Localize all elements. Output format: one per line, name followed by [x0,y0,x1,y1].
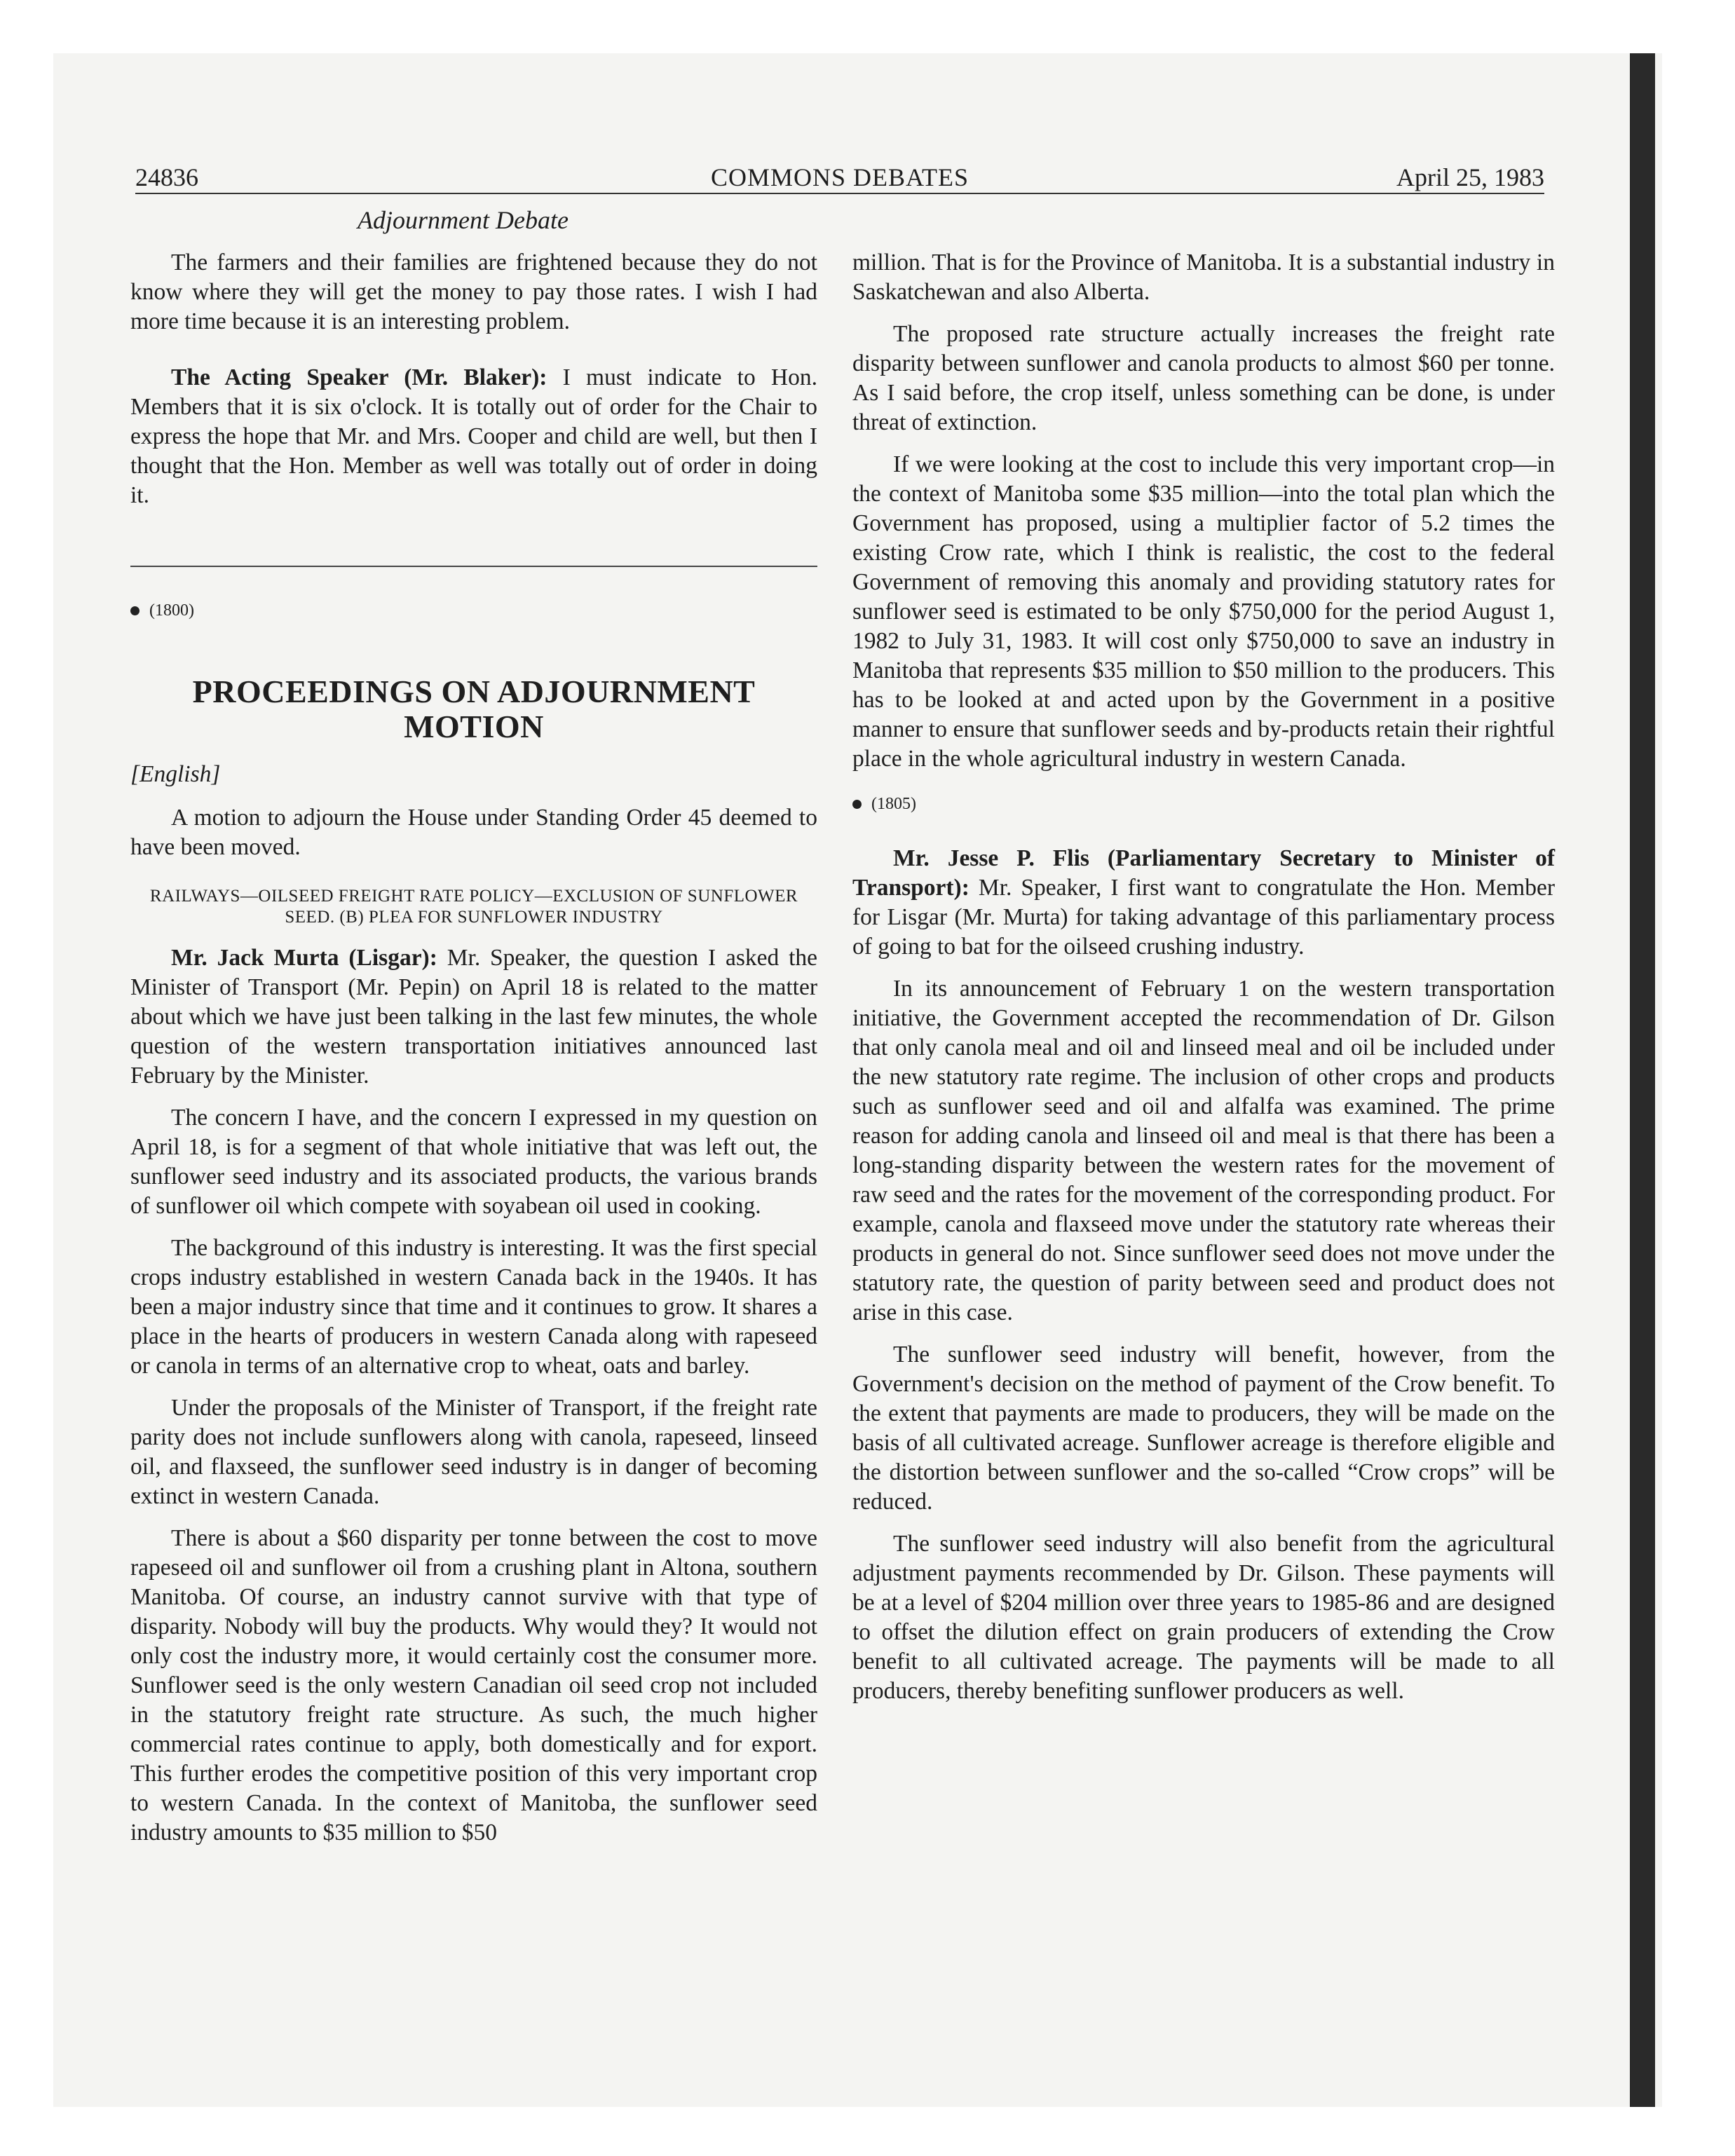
left-column-top [130,248,817,523]
time-marker: (1805) [852,789,1555,819]
language-marker: [English] [130,761,221,787]
paragraph: In its announcement of February 1 on the western transportation initiative, the Government accepted the recommendation of Dr. Gilson that only canola meal and oil and linseed meal and oil be included under the new statutory rate regime. The inclusion of other crops and products such as sunflower seed and oil and alfalfa was examined. The prime reason for adding canola and linseed oil and meal is that there has been a long-standing disparity between the western rates for the movement of raw seed and the rates for the movement of the corresponding product. For example, canola and flaxseed move under the statutory rate whereas their products in general do not. Since sunflower seed does not move under the statutory rate, the question of parity between seed and product does not arise in this case. [852,976,1555,1325]
paragraph: A motion to adjourn the House under Standing Order 45 deemed to have been moved. [130,805,817,860]
scan-edge-bar [1630,53,1655,2107]
paragraph: Mr. Jack Murta (Lisgar): Mr. Speaker, the question I asked the Minister of Transport (Mr. Pepin) on April 18 is related to the matter about which we have just been talking in the last few minutes, the whole question of the western transportation initiatives announced last February by the Minister. [130,945,817,1089]
page-date: April 25, 1983 [1396,163,1544,191]
paragraph: million. That is for the Province of Manitoba. It is a substantial industry in Saskatchewan and also Alberta. [852,250,1555,305]
paragraph: The Acting Speaker (Mr. Blaker): I must indicate to Hon. Members that it is six o'clock. It is totally out of order for the Chair to express the hope that Mr. and Mrs. Cooper and child are well, but then I thought that the Hon. Member as well was totally out of order in doing it. [130,364,817,508]
paragraph: The sunflower seed industry will also benefit from the agricultural adjustment payments recommended by Dr. Gilson. These payments will be at a level of $204 million over three years to 1985-86 and are designed to offset the dilution effect on grain producers of extending the Crow benefit to all cultivated acreage. The payments will be made to all producers, thereby benefiting sunflower producers as well. [852,1531,1555,1704]
paragraph: The concern I have, and the concern I expressed in my question on April 18, is for a segment of that whole initiative that was left out, the sunflower seed industry and its associated products, the various brands of sunflower oil which compete with soyabean oil used in cooking. [130,1105,817,1219]
section-divider [130,566,817,567]
paragraph: The background of this industry is interesting. It was the first special crops industry established in western Canada back in the 1940s. It has been a major industry since that time and it continues to grow. It shares a place in the hearts of producers in western Canada along with rapeseed or canola in terms of an alternative crop to wheat, oats and barley. [130,1235,817,1379]
bullet-icon [852,800,862,809]
page-number: 24836 [135,163,198,191]
paragraph: The sunflower seed industry will benefit, however, from the Government's decision on the method of payment of the Crow benefit. To the extent that payments are made to producers, they will be made on the basis of all cultivated acreage. Sunflower acreage is therefore eligible and the distortion between sunflower and the so-called “Crow crops” will be reduced. [852,1342,1555,1515]
paragraph: Mr. Jesse P. Flis (Parliamentary Secretary to Minister of Transport): Mr. Speaker, I first want to congratulate the Hon. Member for Lisgar (Mr. Murta) for taking advantage of this parliamentary process of going to bat for the oilseed crushing industry. [852,845,1555,960]
right-column [852,248,1555,1719]
time-marker: (1800) [130,596,817,625]
speaker-name: Mr. Jesse P. Flis (Parliamentary Secretary to Minister of Transport): [852,845,1555,901]
paragraph: The proposed rate structure actually increases the freight rate disparity between sunflower and canola products to almost $60 per tonne. As I said before, the crop itself, unless something can be done, is under threat of extinction. [852,321,1555,435]
publication-title: COMMONS DEBATES [710,163,969,191]
section-label: Adjournment Debate [358,206,569,234]
speaker-name: The Acting Speaker (Mr. Blaker): [171,364,547,390]
paragraph: The farmers and their families are frightened because they do not know where they will get the money to pay those rates. I wish I had more time because it is an interesting problem. [130,250,817,334]
speaker-name: Mr. Jack Murta (Lisgar): [171,945,437,971]
paragraph: If we were looking at the cost to include this very important crop—in the context of Manitoba some $35 million—into the total plan which the Government has proposed, using a multiplier factor of 5.2 times the existing Crow rate, which I think is realistic, the cost to the federal Government of removing this anomaly and providing statutory rates for sunflower seed is estimated to be only $750,000 for the period August 1, 1982 to July 31, 1983. It will cost only $750,000 to save an industry in Manitoba that represents $35 million to $50 million to the producers. This has to be looked at and acted upon by the Government in a positive manner to ensure that sunflower seeds and by-products retain their rightful place in the whole agricultural industry in western Canada. [852,451,1555,772]
left-column-bottom [130,596,817,1860]
proceedings-heading: PROCEEDINGS ON ADJOURNMENT MOTION [192,674,756,744]
bullet-icon [130,606,140,615]
page-header [135,162,1544,194]
paragraph: Under the proposals of the Minister of Transport, if the freight rate parity does not include sunflowers along with canola, rapeseed, linseed oil, and flaxseed, the sunflower seed industry is in danger of becoming extinct in western Canada. [130,1395,817,1509]
debate-topic: RAILWAYS—OILSEED FREIGHT RATE POLICY—EXCLUSION OF SUNFLOWER SEED. (B) PLEA FOR SUNFLOWER INDUSTRY [149,887,798,927]
paragraph: There is about a $60 disparity per tonne between the cost to move rapeseed oil and sunflower oil from a crushing plant in Altona, southern Manitoba. Of course, an industry cannot survive with that type of disparity. Nobody will buy the products. Why would they? It would not only cost the industry more, it would certainly cost the consumer more. Sunflower seed is the only western Canadian oil seed crop not included in the statutory freight rate structure. As such, the much higher commercial rates continue to apply, both domestically and for export. This further erodes the competitive position of this very important crop to western Canada. In the context of Manitoba, the sunflower seed industry amounts to $35 million to $50 [130,1525,817,1845]
